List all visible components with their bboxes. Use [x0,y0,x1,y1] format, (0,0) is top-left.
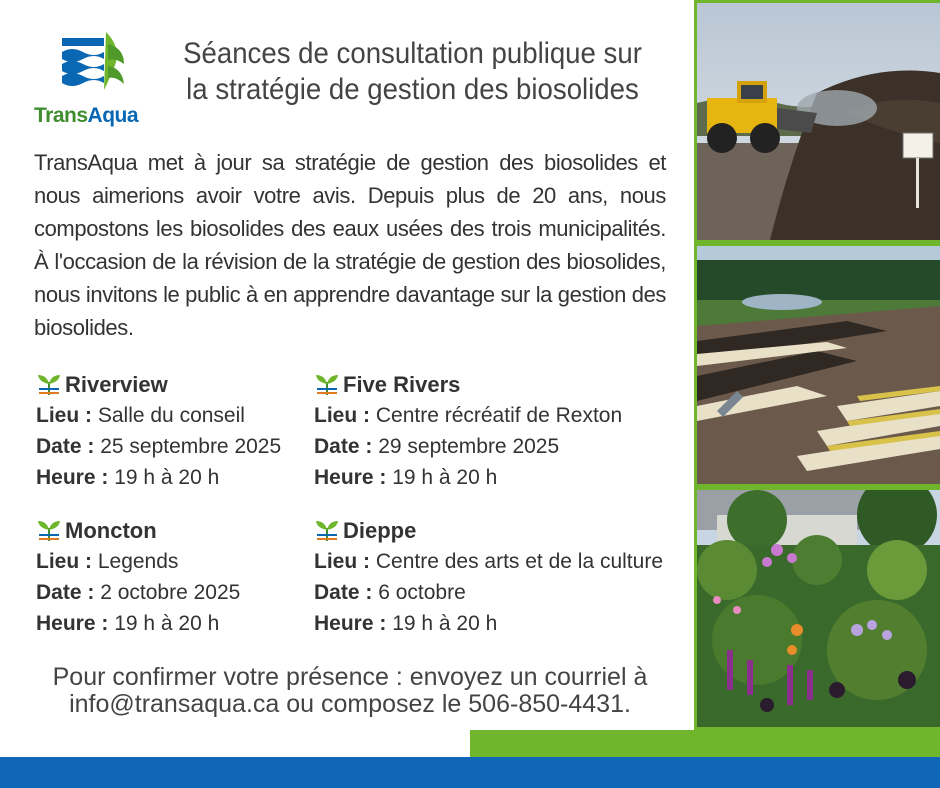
date-label: Date : [314,581,373,604]
bottom-blue-bar [0,757,940,788]
event-name: Moncton [65,518,157,543]
event-five-rivers [314,369,622,493]
intro-paragraph: TransAqua met à jour sa stratégie de gestion des biosolides et nous aimerions avoir votre avis. Depuis plus de 20 ans, nous compostons les biosolides des eaux usées des trois municipalités. À l'occasion de la révision de la stratégie de gestion des biosolides, nous invitons le public à en apprendre davantage sur la gestion des biosolides. [34,150,666,340]
date-label: Date : [314,435,373,458]
event-title [314,515,663,546]
event-date: 29 septembre 2025 [378,435,560,458]
photo-compost-loader [697,3,940,240]
heure-label: Heure : [36,466,109,489]
event-date: 25 septembre 2025 [100,435,282,458]
heure-label: Heure : [36,612,109,635]
event-date: 6 octobre [378,581,466,604]
event-title [36,515,240,546]
event-lieu: Centre des arts et de la culture [375,550,663,573]
event-date: 2 octobre 2025 [100,581,241,604]
event-heure: 19 h à 20 h [114,466,220,489]
event-name: Riverview [65,372,168,397]
event-name: Dieppe [343,518,417,543]
event-moncton [36,515,240,639]
event-heure: 19 h à 20 h [392,466,498,489]
brand-name [34,104,158,128]
date-label: Date : [36,581,95,604]
date-label: Date : [36,435,95,458]
rsvp-line-2[interactable]: info@transaqua.ca ou composez le 506-850-4431. [69,690,631,718]
lieu-label: Lieu : [314,404,370,427]
sprout-icon [314,519,340,543]
event-heure: 19 h à 20 h [114,612,220,635]
lieu-label: Lieu : [314,550,370,573]
lieu-label: Lieu : [36,550,92,573]
event-lieu: Centre récréatif de Rexton [375,404,623,427]
bottom-green-bar [470,730,940,757]
page-title: Séances de consultation publique sur la stratégie de gestion des biosolides [183,37,642,106]
sprout-icon [314,373,340,397]
event-lieu: Legends [97,550,179,573]
rsvp-text [34,664,666,718]
photo-composting-site [697,246,940,484]
heure-label: Heure : [314,612,387,635]
lieu-label: Lieu : [36,404,92,427]
photo-garden [697,490,940,727]
event-title [36,369,281,400]
event-dieppe [314,515,663,639]
brand-name-part1: Trans [34,104,88,127]
sprout-icon [36,373,62,397]
transaqua-logo-mark [62,30,126,94]
heure-label: Heure : [314,466,387,489]
rsvp-line-1: Pour confirmer votre présence : envoyez un courriel à [52,663,648,691]
event-name: Five Rivers [343,372,461,397]
sprout-icon [36,519,62,543]
brand-name-part2: Aqua [87,104,139,127]
event-heure: 19 h à 20 h [392,612,498,635]
event-riverview [36,369,281,493]
event-title [314,369,622,400]
transaqua-logo [34,30,158,130]
event-lieu: Salle du conseil [97,404,245,427]
